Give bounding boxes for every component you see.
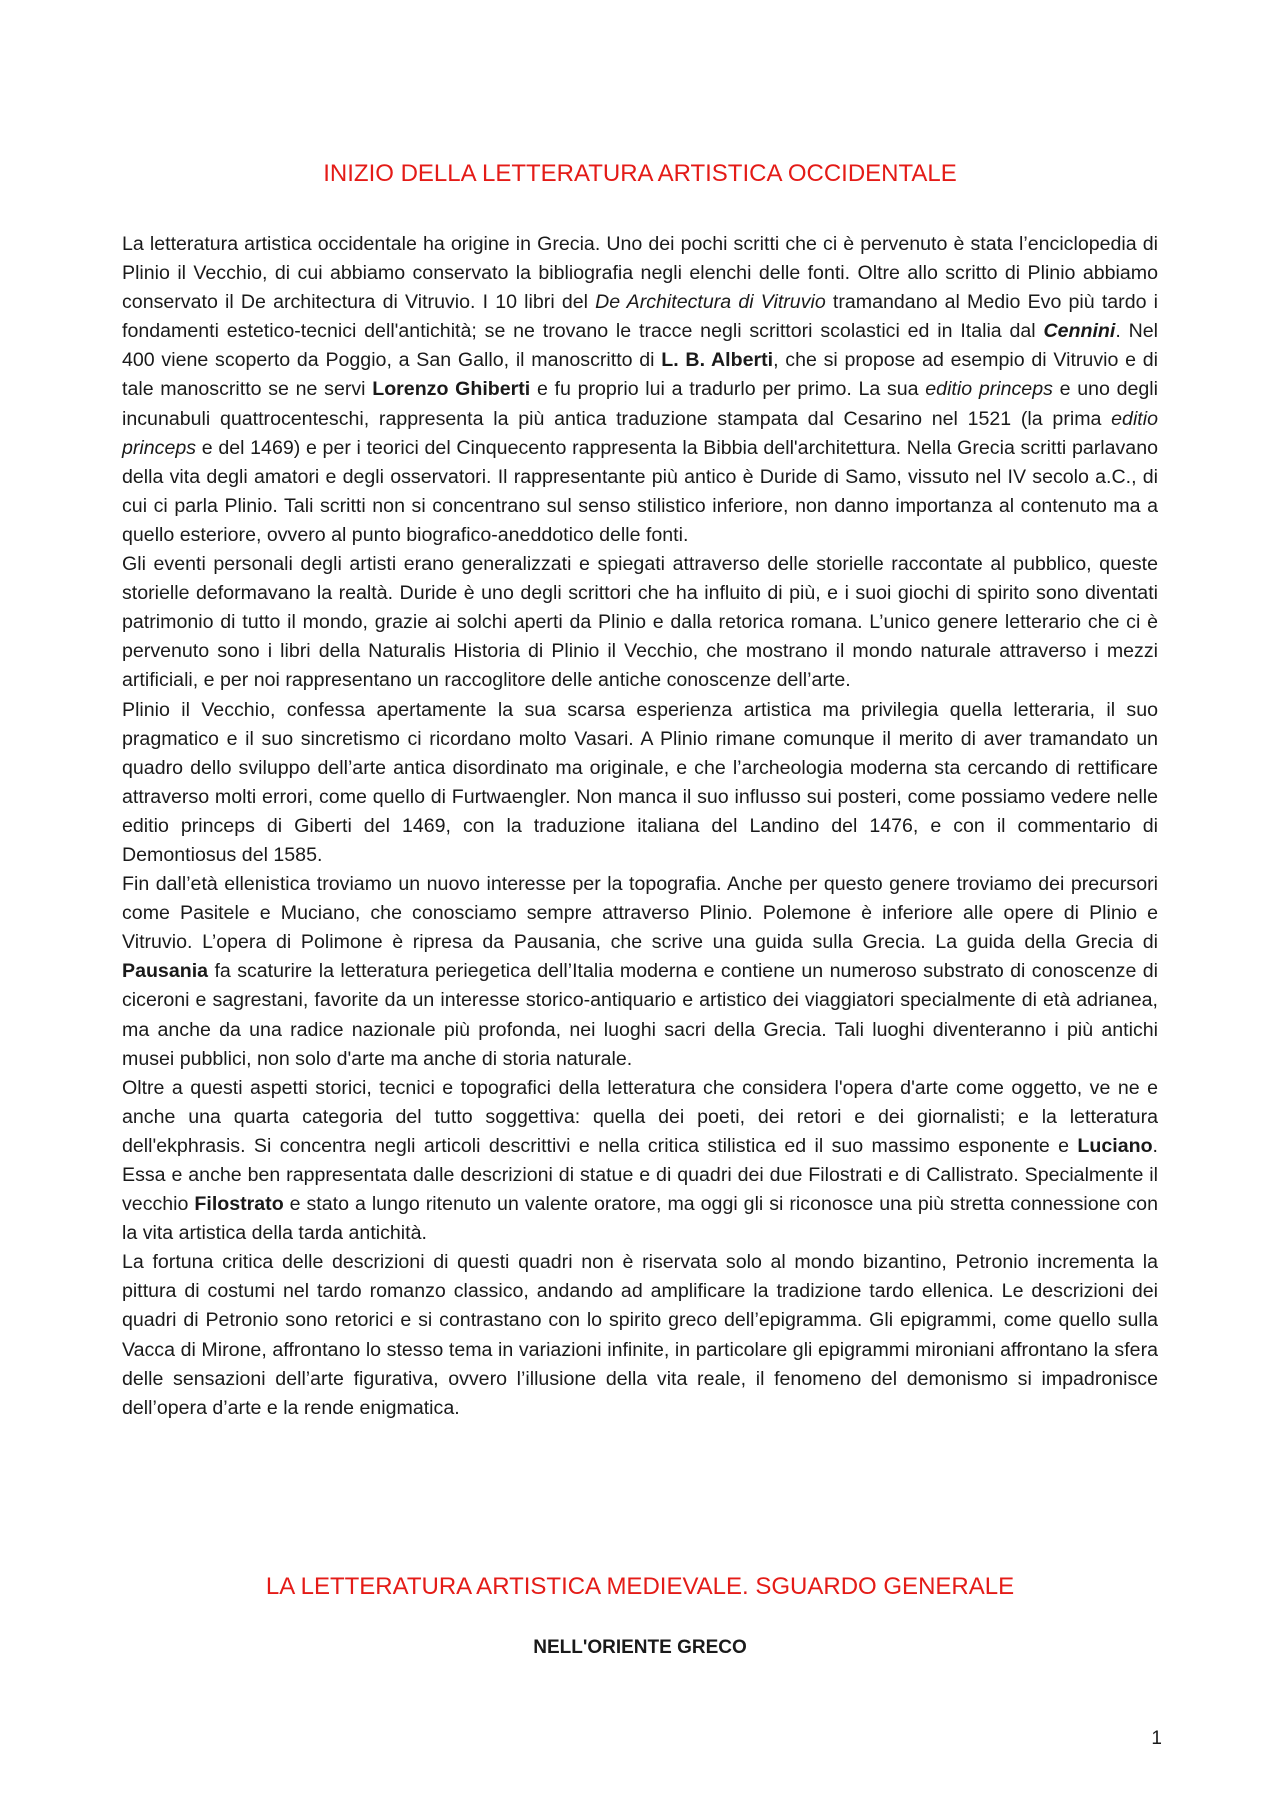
paragraph <box>122 696 1158 871</box>
main-heading: INIZIO DELLA LETTERATURA ARTISTICA OCCIDENTALE <box>323 160 957 187</box>
text-run: e uno degli incunabuli quattrocenteschi, rappresenta la più antica traduzione stampata dal Cesarino nel 1521 (la prima <box>122 378 1158 430</box>
text-run: Oltre a questi aspetti storici, tecnici e topografici della letteratura che considera l'opera d'arte come oggetto, ve ne e anche una quarta categoria del tutto soggettiva: quella dei poeti, dei retori e dei giornalisti; e la letteratura dell'ekphrasis. Si concentra negli articoli descrittivi e nella critica stilistica ed il suo massimo esponente e <box>122 1076 1158 1157</box>
paragraph <box>122 230 1158 550</box>
text-run: Cennini <box>1043 320 1116 343</box>
emphasis-run: editio princeps <box>925 378 1053 401</box>
text-run: e fu proprio lui a tradurlo per primo. La sua <box>530 378 926 401</box>
emphasis-run: editio princeps <box>122 407 1158 459</box>
emphasis-run: Pausania <box>122 960 209 983</box>
text-run: tramandano al Medio Evo più tardo i fondamenti estetico-tecnici dell'antichità; se ne trovano le tracce negli scrittori scolastici ed in Italia dal <box>122 291 1159 343</box>
text-run: Plinio il Vecchio, confessa apertamente la sua scarsa esperienza artistica ma privilegia quella letteraria, il suo pragmatico e il suo sincretismo ci ricordano molto Vasari. A Plinio rimane comunque il merito di aver tramandato un quadro dello sviluppo dell’arte antica disordinato ma originale, e che l’archeologia moderna sta cercando di rettificare attraverso molti errori, come quello di Furtwaengler. Non manca il suo influsso sui posteri, come possiamo vedere nelle editio princeps di Giberti del 1469, con la traduzione italiana del Landino del 1476, e con il commentario di Demontiosus del 1585. <box>122 698 1158 866</box>
text-run: Fin dall’età ellenistica troviamo un nuovo interesse per la topografia. Anche per questo genere troviamo dei precursori come Pasitele e Muciano, che conosciamo sempre attraverso Plinio. Polemone è inferiore alle opere di Plinio e Vitruvio. L’opera di Polimone è ripresa da Pausania, che scrive una guida sulla Grecia. La guida della Grecia di <box>122 873 1158 954</box>
emphasis-run: L. B. Alberti <box>661 349 774 372</box>
paragraph <box>122 870 1158 1074</box>
text-run: . Nel 400 viene scoperto da Poggio, a San Gallo, il manoscritto di <box>122 320 1158 372</box>
paragraph <box>122 1074 1158 1249</box>
emphasis-run: Filostrato <box>194 1193 284 1216</box>
emphasis-run <box>1043 320 1115 342</box>
text-run: Gli eventi personali degli artisti erano generalizzati e spiegati attraverso delle storielle raccontate al pubblico, queste storielle deformavano la realtà. Duride è uno degli scrittori che ha influito di più, e i suoi giochi di spirito sono diventati patrimonio di tutto il mondo, grazie ai solchi aperti da Plinio e dalla retorica romana. L’unico genere letterario che ci è pervenuto sono i libri della Naturalis Historia di Plinio il Vecchio, che mostrano il mondo naturale attraverso i mezzi artificiali, e per noi rappresentano un raccoglitore delle antiche conoscenze dell’arte. <box>122 553 1158 692</box>
text-run: e stato a lungo ritenuto un valente oratore, ma oggi gli si riconosce una più stretta connessione con la vita artistica della tarda antichità. <box>122 1193 1158 1245</box>
text-run: , che si propose ad esempio di Vitruvio e di tale manoscritto se ne servi <box>122 349 1158 401</box>
emphasis-run: Lorenzo Ghiberti <box>372 378 531 401</box>
medieval-heading: LA LETTERATURA ARTISTICA MEDIEVALE. SGUARDO GENERALE <box>265 1573 1015 1600</box>
paragraph <box>122 550 1158 695</box>
paragraph <box>122 1248 1158 1423</box>
text-run: . Essa e anche ben rappresentata dalle descrizioni di statue e di quadri dei due Filostrati e di Callistrato. Specialmente il vecchio <box>122 1134 1158 1216</box>
emphasis-run: Luciano <box>1077 1134 1153 1157</box>
document-body <box>122 230 1158 1423</box>
page-number: 1 <box>1151 1728 1162 1749</box>
text-run: e del 1469) e per i teorici del Cinquecento rappresenta la Bibbia dell'architettura. Nella Grecia scritti parlavano della vita degli amatori e degli osservatori. Il rappresentante più antico è Duride di Samo, vissuto nel IV secolo a.C., di cui ci parla Plinio. Tali scritti non si concentrano sul senso stilistico inferiore, non danno importanza al contenuto ma a quello esteriore, ovvero al punto biografico-aneddotico delle fonti. <box>122 436 1158 546</box>
emphasis-run: De Architectura di Vitruvio <box>595 291 826 314</box>
text-run: La letteratura artistica occidentale ha origine in Grecia. Uno dei pochi scritti che ci è pervenuto è stata l’enciclopedia di Plinio il Vecchio, di cui abbiamo conservato la bibliografia negli elenchi delle fonti. Oltre allo scritto di Plinio abbiamo conservato il De architectura di Vitruvio. I 10 libri del <box>122 233 1158 314</box>
text-run: La fortuna critica delle descrizioni di questi quadri non è riservata solo al mondo bizantino, Petronio incrementa la pittura di costumi nel tardo romanzo classico, andando ad amplificare la tradizione tardo ellenica. Le descrizioni dei quadri di Petronio sono retorici e si contrastano con lo spirito greco dell’epigramma. Gli epigrammi, come quello sulla Vacca di Mirone, affrontano lo stesso tema in variazioni infinite, in particolare gli epigrammi mironiani affrontano la sfera delle sensazioni dell’arte figurativa, ovvero l’illusione della vita reale, il fenomeno del demonismo si impadronisce dell’opera d’arte e la rende enigmatica. <box>122 1251 1158 1419</box>
text-run: fa scaturire la letteratura periegetica dell’Italia moderna e contiene un numeroso substrato di conoscenze di ciceroni e sagrestani, favorite da un interesse storico-antiquario e artistico dei viaggiatori specialmente di età adrianea, ma anche da una radice nazionale più profonda, nei luoghi sacri della Grecia. Tali luoghi diventeranno i più antichi musei pubblici, non solo d'arte ma anche di storia naturale. <box>122 960 1158 1070</box>
subheading: NELL'ORIENTE GRECO <box>533 1637 747 1658</box>
